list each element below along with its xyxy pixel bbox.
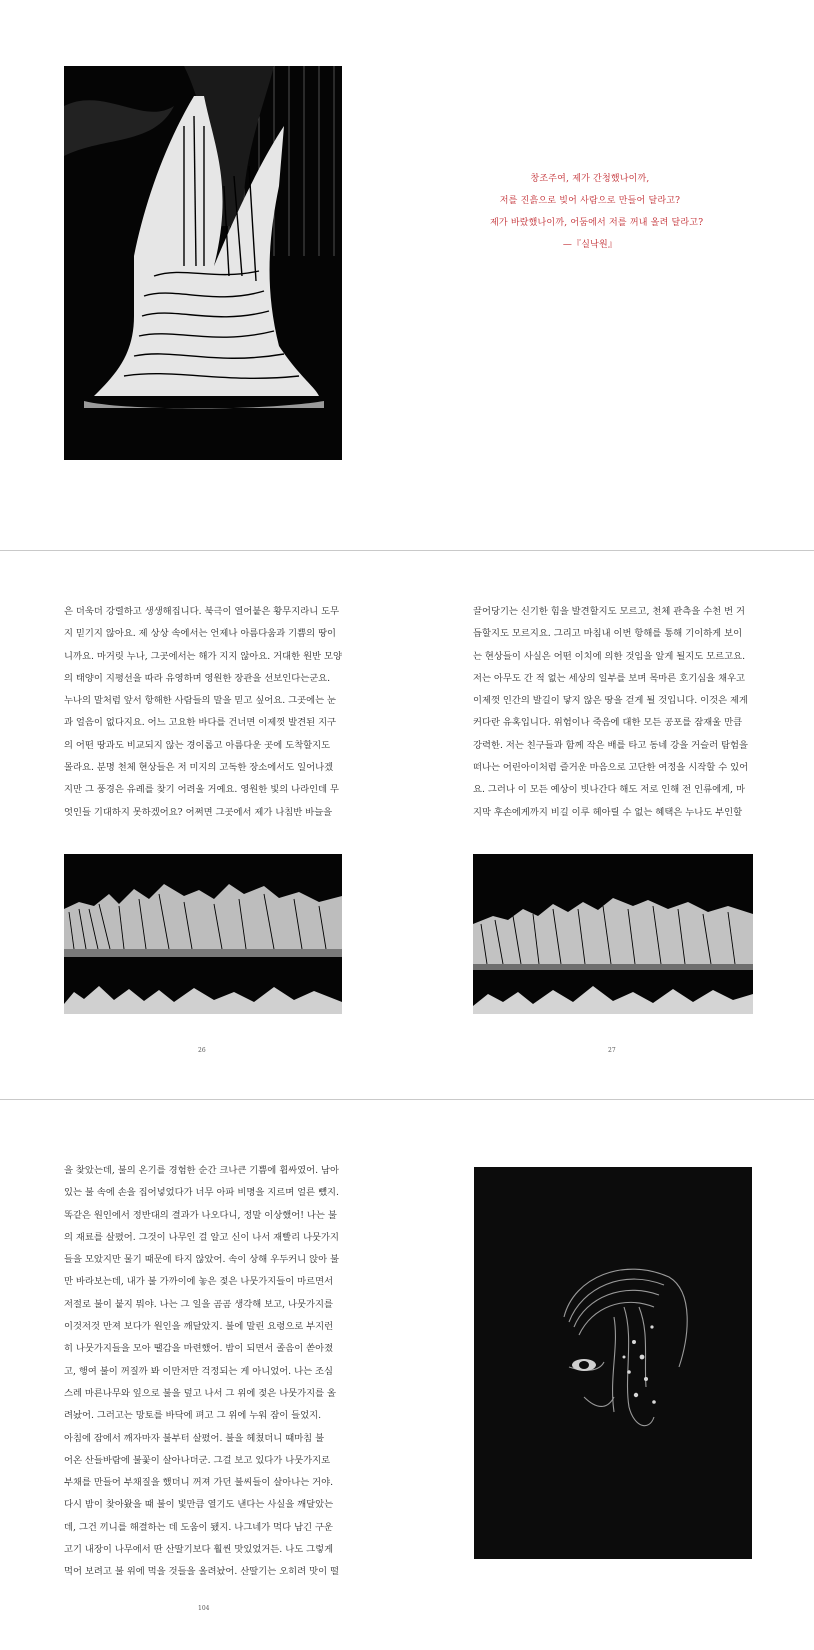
text-line: 이제껏 인간의 발길이 닿지 않은 땅을 걷게 될 것입니다. 이것은 제게 (473, 695, 748, 707)
text-line: 어온 산들바람에 불꽃이 살아나더군. 그걸 보고 있다가 나뭇가지로 (64, 1454, 331, 1466)
text-line: 만 바라보는데, 내가 불 가까이에 놓은 젖은 나뭇가지들이 마르면서 (64, 1276, 334, 1288)
text-line: 먹어 보려고 불 위에 먹을 것들을 올려놨어. 산딸기는 오히려 맛이 떨 (64, 1566, 339, 1578)
text-line: 저는 아무도 간 적 없는 세상의 일부를 보며 목마른 호기심을 채우고 (473, 672, 746, 684)
text-line: 지만 그 풍경은 유례를 찾기 어려울 거예요. 영원한 빛의 나라인데 무 (64, 784, 339, 796)
text-line: 는 현상들이 사실은 어떤 이치에 의한 것임을 알게 될지도 모르고요. (473, 650, 746, 662)
woodcut-tree-illustration (64, 66, 342, 460)
text-line: 의 태양이 지평선을 따라 유영하며 영원한 장관을 선보인다는군요. (64, 672, 331, 684)
text-line: 려놨어. 그러고는 망토를 바닥에 펴고 그 위에 누워 잠이 들었지. (64, 1410, 322, 1422)
text-line: 끌어당기는 신기한 힘을 발견할지도 모르고, 천체 관측을 수천 번 거 (473, 606, 746, 617)
text-line: 떠나는 어린아이처럼 즐거운 마음으로 고단한 여정을 시작할 수 있어 (473, 762, 749, 774)
text-line: 있는 불 속에 손을 집어넣었다가 너무 아파 비명을 지르며 얼른 뺐지. (64, 1187, 339, 1199)
text-line: 다시 밤이 찾아왔을 때 불이 빛만큼 열기도 낸다는 사실을 깨달았는 (64, 1499, 334, 1511)
text-line: 누나의 말처럼 앞서 항해한 사람들의 말을 믿고 싶어요. 그곳에는 눈 (64, 695, 337, 707)
text-line: 똑같은 원인에서 정반대의 결과가 나오다니, 정말 이상했어! 나는 불 (64, 1209, 337, 1221)
page-number-left: 26 (198, 1047, 206, 1054)
text-line: 히 나뭇가지들을 모아 땔감을 마련했어. 밤이 되면서 졸음이 쏟아졌 (64, 1343, 334, 1355)
text-line: 과 얼음이 없다지요. 어느 고요한 바다를 건너면 이제껏 발견된 지구 (64, 717, 337, 729)
text-line: 을 찾았는데, 불의 온기를 경험한 순간 크나큰 기쁨에 휩싸였어. 남아 (64, 1165, 339, 1176)
spread-2 (0, 551, 814, 1099)
text-line: 아침에 잠에서 깨자마자 불부터 살폈어. 불을 헤쳤더니 때마침 불 (64, 1432, 325, 1444)
epigraph-line: 제가 바랐했나이까, 어둠에서 저를 꺼내 올려 달라고? (490, 218, 704, 228)
text-line: 은 더욱더 강렬하고 생생해집니다. 북극이 열어붙은 황무지라니 도무 (64, 606, 340, 617)
spread-3 (0, 1100, 814, 1650)
page-26-text (64, 601, 344, 824)
text-line: 지막 후손에게까지 비길 이루 헤아릴 수 없는 혜택은 누나도 부인할 (473, 806, 743, 818)
page-number-right: 27 (608, 1047, 616, 1054)
text-line: 고, 행여 불이 꺼질까 봐 이만저만 걱정되는 게 아니었어. 나는 조심 (64, 1365, 333, 1377)
epigraph-line: 저를 진흙으로 빚어 사람으로 만들어 달라고? (499, 196, 681, 206)
text-line: 니까요. 마거릿 누나, 그곳에서는 해가 지지 않아요. 거대한 원반 모양 (64, 650, 342, 662)
epigraph-line: 창조주여, 제가 간청했나이까, (530, 174, 650, 184)
text-line: 요. 그러나 이 모든 예상이 빗나간다 해도 저로 인해 전 인류에게, 마 (473, 784, 745, 796)
page-number-left: 104 (198, 1605, 210, 1612)
text-line: 데, 그건 끼니를 해결하는 데 도움이 됐지. 나그네가 먹다 남긴 구운 (64, 1521, 333, 1533)
text-line: 몰라요. 분명 천체 현상들은 저 미지의 고독한 장소에서도 일어나겠 (64, 762, 334, 774)
text-line: 이것저것 만져 보다가 원인을 깨달았지. 불에 말린 요령으로 부지런 (64, 1321, 334, 1333)
spread-1 (0, 0, 814, 550)
text-line: 스레 마른나무와 잎으로 불을 덮고 나서 그 위에 젖은 나뭇가지를 올 (64, 1387, 337, 1399)
text-line: 고기 내장이 나무에서 딴 산딸기보다 훨씬 맛있었거든. 나도 그렇게 (64, 1544, 334, 1556)
text-line: 의 재료를 살폈어. 그것이 나무인 걸 알고 신이 나서 재빨리 나뭇가지 (64, 1231, 339, 1243)
text-line: 들을 모았지만 물기 때문에 타지 않았어. 속이 상해 우두커니 앉아 불 (64, 1254, 339, 1266)
page-104-text (64, 1160, 346, 1584)
text-line: 강력한. 저는 친구들과 함께 작은 배를 타고 동네 강을 거슬러 탐험을 (473, 739, 748, 751)
text-line: 저절로 불이 붙지 뭐야. 나는 그 일을 곰곰 생각해 보고, 나뭇가지를 (64, 1298, 333, 1310)
text-line: 엇인들 기대하지 못하겠어요? 어쩌면 그곳에서 제가 나침반 바늘을 (64, 806, 333, 818)
text-line: 지 믿기지 않아요. 제 상상 속에서는 언제나 아름다움과 기쁨의 땅이 (64, 628, 337, 640)
text-line: 의 어떤 땅과도 비교되지 않는 경이롭고 아름다운 곳에 도착할지도 (64, 739, 331, 751)
text-line: 부채를 만들어 부채질을 했더니 꺼져 가던 불씨들이 살아나는 거야. (64, 1477, 334, 1489)
woodcut-glacier-illustration-left (64, 854, 342, 1014)
epigraph (490, 168, 704, 256)
text-line: 커다란 유혹입니다. 위험이나 죽음에 대한 모든 공포를 잠재울 만큼 (473, 717, 743, 729)
page-27-text (473, 601, 753, 824)
woodcut-glacier-illustration-right (473, 854, 753, 1014)
epigraph-source: —『실낙원』 (562, 240, 618, 250)
text-line: 듭할지도 모르지요. 그리고 마침내 이번 항해를 통해 기이하게 보이 (473, 628, 743, 640)
woodcut-creature-face-illustration (474, 1167, 752, 1559)
